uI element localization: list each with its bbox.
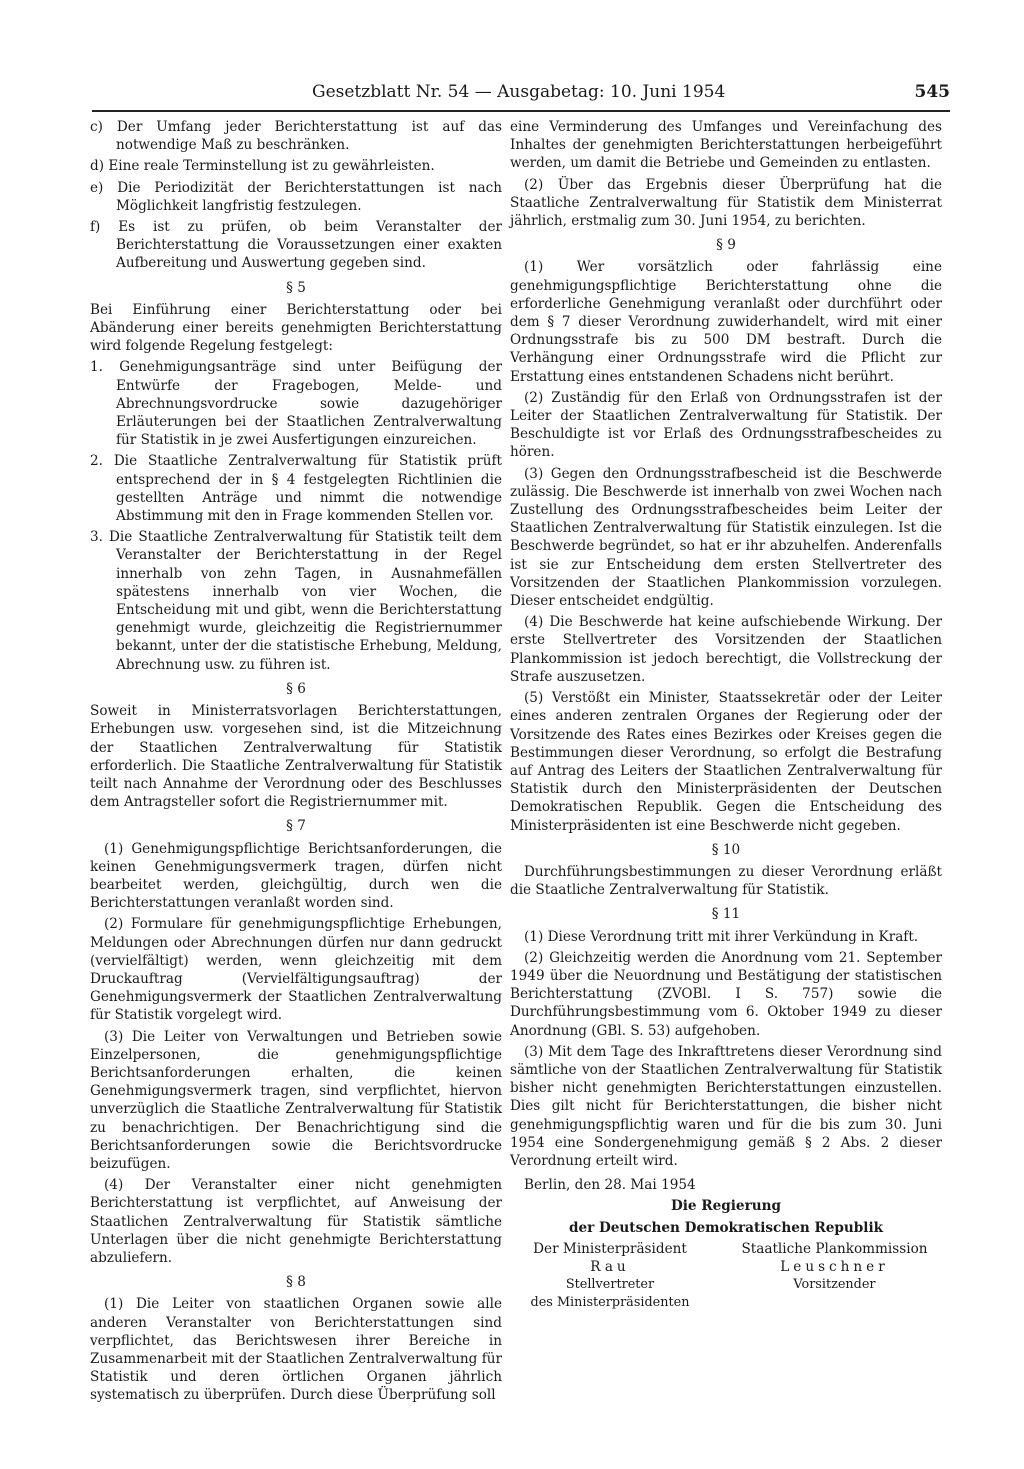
place-date: Berlin, den 28. Mai 1954 xyxy=(524,1177,696,1194)
page-number: 545 xyxy=(914,82,950,102)
right-column xyxy=(510,118,942,1313)
section-6-text: Soweit in Ministerratsvorlagen Berichterstattungen, Erhebungen usw. vorgesehen sind, ist die Mitzeichnung der Staatlichen Zentralverwaltung für Statistik erforderlich. Die Staatliche Zentralverwaltung für Statistik teilt nach Annahme der Verordnung oder des Beschlusses dem Antragsteller sofort die Registriernummer mit. xyxy=(90,703,502,811)
section-7-para-3: (3) Die Leiter von Verwaltungen und Betrieben sowie Einzelpersonen, die genehmigungspflichtige Berichtsanforderungen erhalten, die keinen Genehmigungsvermerk tragen, sind verpflichtet, hiervon unverzüglich die Staatliche Zentralverwaltung für Statistik zu benachrichtigen. Der Benachrichtigung sind die Berichtsanforderungen sowie die Berichtsvordrucke beizufügen. xyxy=(90,1028,502,1172)
signature-left-title: Der Ministerpräsident xyxy=(533,1240,687,1257)
section-8-heading: § 8 xyxy=(286,1274,306,1291)
signature-left-name: Rau xyxy=(590,1258,630,1275)
section-10-text: Durchführungsbestimmungen zu dieser Verordnung erläßt die Staatliche Zentralverwaltung für Statistik. xyxy=(510,863,942,899)
section-6-heading: § 6 xyxy=(286,680,306,697)
signature-right-sub: Vorsitzender xyxy=(793,1277,876,1293)
section-7-para-4: (4) Der Veranstalter einer nicht genehmigten Berichterstattung ist verpflichtet, auf Anweisung der Staatlichen Zentralverwaltung für Statistik sämtliche Unterlagen über die nicht genehmigte Berichterstattung abzuliefern. xyxy=(90,1177,502,1266)
list-item-d: d) Eine reale Terminstellung ist zu gewährleisten. xyxy=(90,158,435,175)
section-9-para-2: (2) Zuständig für den Erlaß von Ordnungsstrafen ist der Leiter der Staatlichen Zentralverwaltung für Statistik. Der Beschuldigte ist vor Erlaß des Ordnungsstrafbescheides zu hören. xyxy=(510,389,942,461)
header-title: Gesetzblatt Nr. 54 — Ausgabetag: 10. Juni 1954 xyxy=(312,82,726,102)
section-9-heading: § 9 xyxy=(716,237,736,254)
section-9-para-1: (1) Wer vorsätzlich oder fahrlässig eine genehmigungspflichtige Berichterstattung ohne die erforderliche Genehmigung veranlaßt oder durchführt oder dem § 7 dieser Verordnung zuwiderhandelt, wird mit einer Ordnungsstrafe bis zu 500 DM bestraft. Durch die Verhängung einer Ordnungsstrafe wird die Pflicht zur Erstattung eines entstandenen Schadens nicht berührt. xyxy=(510,259,942,385)
page-header xyxy=(92,82,950,112)
section-8-continuation: eine Verminderung des Umfanges und Vereinfachung des Inhaltes der genehmigten Berichterstattungen herbeigeführt werden, um damit die Betriebe und Gemeinden zu entlasten. xyxy=(510,119,942,172)
section-11-para-1: (1) Diese Verordnung tritt mit ihrer Verkündung in Kraft. xyxy=(524,928,919,945)
signature-left-sub-1: Stellvertreter xyxy=(565,1277,655,1293)
section-7-heading: § 7 xyxy=(286,818,306,835)
section-7-para-1: (1) Genehmigungspflichtige Berichtsanforderungen, die keinen Genehmigungsvermerk tragen, dürfen nicht bearbeitet werden, gleichgültig, durch wen die Berichterstattungen veranlaßt worden sind. xyxy=(90,840,502,912)
list-item-f: f) Es ist zu prüfen, ob beim Veranstalter der Berichterstattung die Voraussetzungen einer exakten Aufbereitung und Auswertung gegeben sind. xyxy=(90,219,502,272)
section-9-para-4: (4) Die Beschwerde hat keine aufschiebende Wirkung. Der erste Stellvertreter des Vorsitzenden der Staatlichen Plankommission ist jedoch berechtigt, die Vollstreckung der Strafe auszusetzen. xyxy=(510,614,942,685)
signature-block xyxy=(510,1240,942,1313)
section-8-para-2: (2) Über das Ergebnis dieser Überprüfung hat die Staatliche Zentralverwaltung für Statistik dem Ministerrat jährlich, erstmalig zum 30. Juni 1954, zu berichten. xyxy=(510,176,942,230)
section-5-item-1: 1. Genehmigungsanträge sind unter Beifügung der Entwürfe der Fragebogen, Melde- und Abrechnungsvordrucke sowie dazugehöriger Erläuterungen bei der Staatlichen Zentralverwaltung für Statistik in je zwei Ausfertigungen einzureichen. xyxy=(90,359,502,449)
signature-right-name: Leuschner xyxy=(780,1258,889,1275)
list-item-c: c) Der Umfang jeder Berichterstattung ist auf das notwendige Maß zu beschränken. xyxy=(90,119,502,154)
government-line-1: Die Regierung xyxy=(670,1198,782,1215)
signature-right xyxy=(727,1240,942,1313)
section-5-item-3: 3. Die Staatliche Zentralverwaltung für Statistik teilt dem Veranstalter der Berichterstattung in der Regel innerhalb von zehn Tagen, in Ausnahmefällen spätestens innerhalb von vier Wochen, die Entscheidung mit und gibt, wenn die Berichterstattung genehmigt wurde, gleichzeitig die Registriernummer bekannt, unter der die statistische Erhebung, Meldung, Abrechnung usw. zu führen ist. xyxy=(90,529,502,673)
section-9-para-3: (3) Gegen den Ordnungsstrafbescheid ist die Beschwerde zulässig. Die Beschwerde ist innerhalb von zwei Wochen nach Zustellung des Ordnungsstrafbescheides beim Leiter der Staatlichen Zentralverwaltung für Statistik einzulegen. Ist die Beschwerde begründet, so hat er ihr abzuhelfen. Anderenfalls ist sie zur Entscheidung dem ersten Stellvertreter des Vorsitzenden der Staatlichen Plankommission vorzulegen. Dieser entscheidet endgültig. xyxy=(510,465,942,610)
signature-right-title: Staatliche Plankommission xyxy=(741,1240,928,1257)
left-column xyxy=(90,118,502,1408)
section-5-item-2: 2. Die Staatliche Zentralverwaltung für Statistik prüft entsprechend der in § 4 festgelegten Richtlinien die gestellten Anträge und nimmt die notwendige Abstimmung mit den in Frage kommenden Stellen vor. xyxy=(90,453,502,525)
signature-left xyxy=(510,1240,710,1313)
section-9-para-5: (5) Verstößt ein Minister, Staatssekretär oder der Leiter eines anderen zentralen Organes der Regierung oder der Vorsitzende des Rates eines Bezirkes oder Kreises gegen die Bestimmungen dieser Verordnung, so erfolgt die Bestrafung auf Antrag des Leiters der Staatlichen Zentralverwaltung für Statistik durch den Ministerpräsidenten der Deutschen Demokratischen Republik. Gegen die Entscheidung des Ministerpräsidenten ist eine Beschwerde nicht gegeben. xyxy=(510,690,942,834)
section-8-para-1: (1) Die Leiter von staatlichen Organen sowie alle anderen Veranstalter von Berichterstattungen sind verpflichtet, das Berichtswesen ihrer Bereiche in Zusammenarbeit mit der Staatlichen Zentralverwaltung für Statistik und deren örtlichen Organen jährlich systematisch zu überprüfen. Durch diese Überprüfung soll xyxy=(90,1296,502,1404)
section-7-para-2: (2) Formulare für genehmigungspflichtige Erhebungen, Meldungen oder Abrechnungen dürfen nur dann gedruckt (vervielfältigt) werden, wenn gleichzeitig mit dem Druckauftrag (Vervielfältigungsauftrag) der Genehmigungsvermerk der Staatlichen Zentralverwaltung für Statistik vorgelegt wird. xyxy=(90,916,502,1024)
section-5-heading: § 5 xyxy=(286,279,306,296)
section-10-heading: § 10 xyxy=(711,841,741,858)
section-11-para-2: (2) Gleichzeitig werden die Anordnung vom 21. September 1949 über die Neuordnung und Bestätigung der statistischen Berichterstattung (ZVOBl. I S. 757) sowie die Durchführungsbestimmung vom 6. Oktober 1949 zu dieser Anordnung (GBl. S. 53) aufgehoben. xyxy=(510,949,942,1039)
list-item-e: e) Die Periodizität der Berichterstattungen ist nach Möglichkeit langfristig festzulegen. xyxy=(90,179,502,214)
section-11-para-3: (3) Mit dem Tage des Inkrafttretens dieser Verordnung sind sämtliche von der Staatlichen Zentralverwaltung für Statistik bisher nicht genehmigten Berichterstattungen einzustellen. Dies gilt nicht für Berichterstattungen, die bisher nicht genehmigungspflichtig waren und für die bis zum 30. Juni 1954 eine Sondergenehmigung gemäß § 2 Abs. 2 dieser Verordnung erteilt wird. xyxy=(510,1043,942,1169)
government-line-2: der Deutschen Demokratischen Republik xyxy=(568,1219,884,1236)
section-5-intro: Bei Einführung einer Berichterstattung oder bei Abänderung einer bereits genehmigten Berichterstattung wird folgende Regelung festgelegt: xyxy=(90,301,502,355)
section-11-heading: § 11 xyxy=(711,906,741,923)
signature-left-sub-2: des Ministerpräsidenten xyxy=(530,1295,690,1311)
